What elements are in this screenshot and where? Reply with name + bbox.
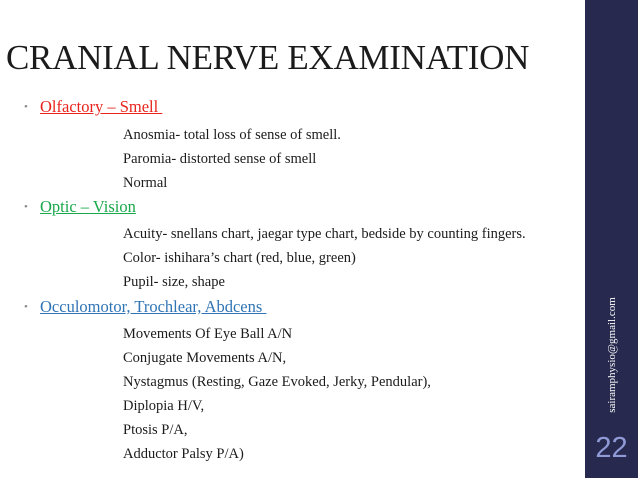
section-heading-optic: Optic – Vision xyxy=(40,197,136,216)
list-item: Acuity- snellans chart, jaegar type chart, bedside by counting fingers. xyxy=(123,226,526,242)
slide-title: CRANIAL NERVE EXAMINATION xyxy=(6,38,530,77)
bullet-icon: • xyxy=(24,301,28,313)
page-number: 22 xyxy=(595,432,628,464)
list-item: Ptosis P/A, xyxy=(123,422,188,438)
list-item: Adductor Palsy P/A) xyxy=(123,446,244,462)
list-item: Nystagmus (Resting, Gaze Evoked, Jerky, Pendular), xyxy=(123,374,431,390)
section-heading-olfactory: Olfactory – Smell xyxy=(40,97,163,116)
section-optic xyxy=(24,196,526,294)
list-item: Normal xyxy=(123,175,168,191)
section-olfactory xyxy=(24,96,341,195)
section-heading-row xyxy=(24,196,526,218)
list-item: Paromia- distorted sense of smell xyxy=(123,151,317,167)
section-heading-row xyxy=(24,296,431,318)
list-item: Conjugate Movements A/N, xyxy=(123,350,287,366)
item-list xyxy=(24,222,526,294)
bullet-icon: • xyxy=(24,101,28,113)
list-item: Movements Of Eye Ball A/N xyxy=(123,326,293,342)
section-oculomotor xyxy=(24,296,431,466)
item-list xyxy=(24,322,431,466)
item-list xyxy=(24,123,341,195)
list-item: Diplopia H/V, xyxy=(123,398,205,414)
section-heading-oculomotor: Occulomotor, Trochlear, Abdcens xyxy=(40,297,267,316)
list-item: Color- ishihara’s chart (red, blue, green) xyxy=(123,250,356,266)
bullet-icon: • xyxy=(24,201,28,213)
section-heading-row xyxy=(24,96,341,118)
list-item: Pupil- size, shape xyxy=(123,274,225,290)
list-item: Anosmia- total loss of sense of smell. xyxy=(123,127,341,143)
author-email: sairamphysio@gmail.com xyxy=(606,297,618,413)
